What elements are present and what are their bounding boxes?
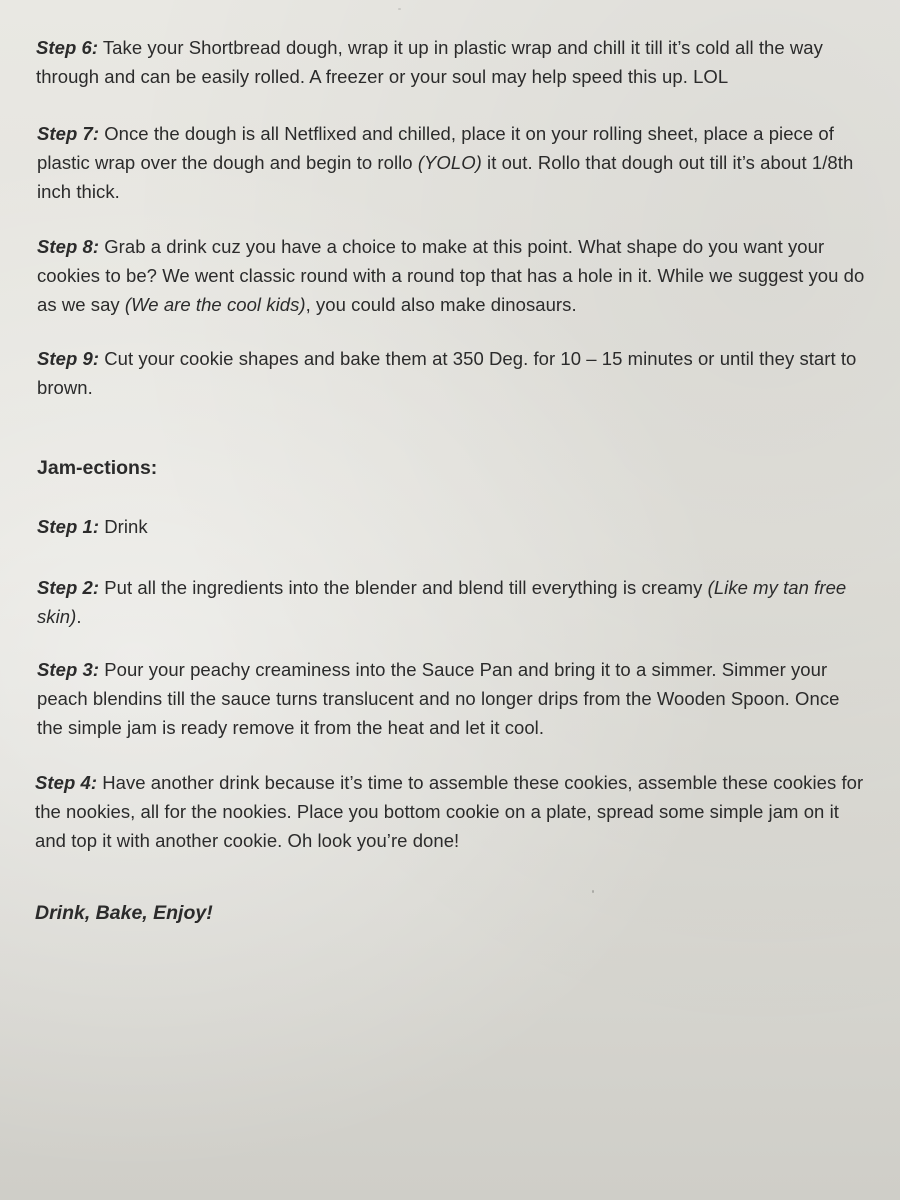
jam-section-heading: Jam-ections: xyxy=(37,457,158,479)
jam-step-2-paragraph xyxy=(37,573,867,631)
sign-off: Drink, Bake, Enjoy! xyxy=(35,902,213,924)
step-6-label: Step 6: xyxy=(36,37,99,58)
jam-step-4-label: Step 4: xyxy=(35,772,98,793)
jam-step-3-text: Pour your peachy creaminess into the Sauce Pan and bring it to a simmer. Simmer your peach blendins till the sauce turns translucent and no longer drips from the Wooden Spoon. Once the simple jam is ready remove it from the heat and let it cool. xyxy=(37,659,840,738)
step-7-paragraph xyxy=(37,119,867,206)
step-9-label: Step 9: xyxy=(37,348,100,369)
step-8-label: Step 8: xyxy=(37,236,100,257)
jam-step-2-label: Step 2: xyxy=(37,577,100,598)
jam-step-1-paragraph xyxy=(37,512,867,541)
step-9-text: Cut your cookie shapes and bake them at 350 Deg. for 10 – 15 minutes or until they start to brown. xyxy=(37,348,857,398)
jam-step-4-text: Have another drink because it’s time to assemble these cookies, assemble these cookies for the nookies, all for the nookies. Place you bottom cookie on a plate, spread some simple jam on it and top it with another cookie. Oh look you’re done! xyxy=(35,772,864,851)
jam-step-2-text: Put all the ingredients into the blender and blend till everything is creamy xyxy=(99,577,708,598)
step-6-paragraph xyxy=(36,33,866,91)
jam-step-4-paragraph xyxy=(35,768,865,855)
step-7-aside: (YOLO) xyxy=(417,152,482,173)
step-7-text-end: it out. Rollo that dough out till it’s about 1/8th inch thick. xyxy=(37,152,854,202)
step-7-label: Step 7: xyxy=(37,123,100,144)
jam-step-3-label: Step 3: xyxy=(37,659,100,680)
paper-speck xyxy=(592,890,594,893)
step-8-paragraph xyxy=(37,232,867,319)
step-8-text: Grab a drink cuz you have a choice to make at this point. What shape do you want your cookies to be? We went classic round with a round top that has a hole in it. While we suggest you do as we say xyxy=(37,236,865,315)
step-8-text-end: , you could also make dinosaurs. xyxy=(305,294,577,315)
jam-step-2-aside: (Like my tan free skin) xyxy=(37,577,847,627)
step-7-text: Once the dough is all Netflixed and chilled, place it on your rolling sheet, place a piece of plastic wrap over the dough and begin to rollo xyxy=(37,123,834,173)
step-8-aside: (We are the cool kids) xyxy=(124,294,306,315)
paper-speck xyxy=(398,8,401,10)
jam-step-1-label: Step 1: xyxy=(37,516,100,537)
jam-step-3-paragraph xyxy=(37,655,867,742)
jam-step-1-text: Drink xyxy=(99,516,148,537)
jam-step-2-text-end: . xyxy=(76,606,82,627)
step-9-paragraph xyxy=(37,344,867,402)
step-6-text: Take your Shortbread dough, wrap it up in plastic wrap and chill it till it’s cold all the way through and can be easily rolled. A freezer or your soul may help speed this up. LOL xyxy=(36,37,823,87)
